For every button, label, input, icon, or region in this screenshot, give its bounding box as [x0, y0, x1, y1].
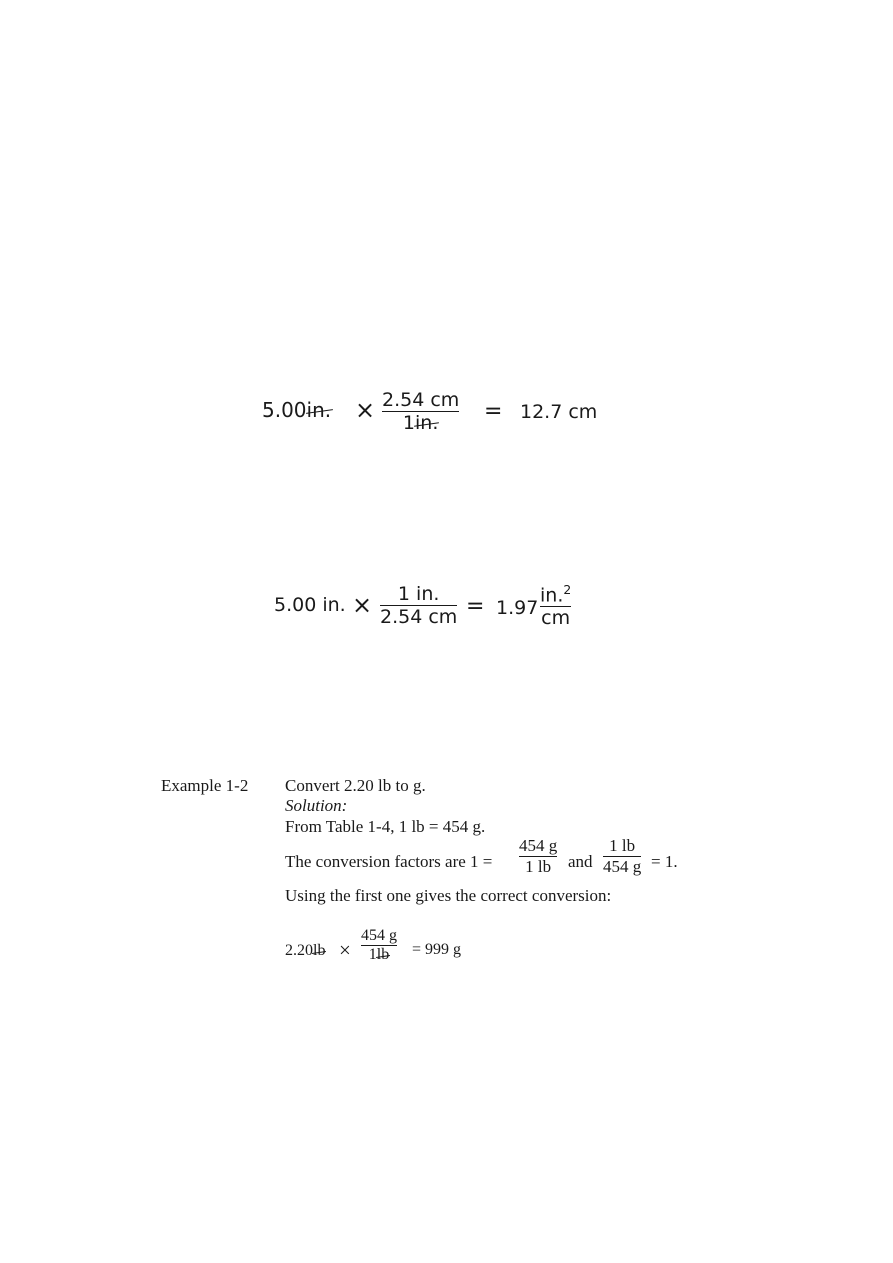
calc-numerator: 454 g [361, 927, 397, 944]
eq2-result-value: 1.97 [496, 597, 539, 619]
equals-sign: = [484, 399, 503, 424]
factor-2-denominator: 454 g [603, 857, 642, 876]
eq2-result-fraction [540, 583, 571, 629]
first-one-line: Using the first one gives the correct conversion: [285, 886, 612, 905]
calc-fraction [361, 927, 397, 964]
example-prompt: Convert 2.20 lb to g. [285, 776, 426, 795]
factor-1-fraction [519, 836, 557, 877]
calc-lhs: 2.20lb [285, 942, 326, 959]
eq2-lhs: 5.00 in. [274, 594, 346, 616]
equals-sign: = [466, 594, 485, 619]
eq1-result: 12.7 cm [520, 401, 598, 423]
calc-result: = 999 g [412, 941, 462, 958]
factor-2-numerator: 1 lb [609, 836, 636, 855]
factors-tail: = 1. [651, 852, 678, 871]
eq1-cancelled-unit: in. [306, 398, 332, 422]
solution-heading: Solution: [285, 796, 348, 815]
table-reference-line: From Table 1-4, 1 lb = 454 g. [285, 817, 486, 836]
factor-1-numerator: 454 g [519, 836, 558, 855]
times-sign: × [339, 938, 351, 962]
times-sign: × [352, 591, 373, 619]
factor-1-denominator: 1 lb [525, 857, 552, 876]
calc-denominator: 1lb [368, 946, 390, 963]
eq1-numerator: 2.54 cm [382, 389, 460, 411]
eq2-denominator: 2.54 cm [380, 606, 458, 628]
eq2-result-numerator: in.$^2$ [540, 583, 572, 607]
eq1-denominator: 1in. [402, 412, 439, 434]
conversion-factors-lead: The conversion factors are 1 = [285, 852, 493, 871]
eq1-lhs: 5.00in. [262, 398, 332, 422]
factor-2-fraction [603, 836, 641, 877]
eq2-fraction [380, 583, 457, 628]
eq2-result-denominator: cm [541, 607, 571, 630]
eq1-fraction [382, 389, 459, 434]
eq2-numerator: 1 in. [397, 583, 440, 605]
example-label: Example 1-2 [161, 776, 249, 795]
times-sign: × [355, 396, 376, 424]
and-word: and [568, 852, 593, 871]
